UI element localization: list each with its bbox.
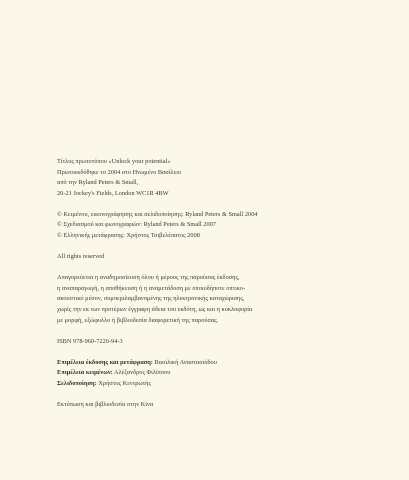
first-published-line: Πρωτοεκδόθηκε το 2004 στο Ηνωμένο Βασίλειο (57, 168, 182, 176)
copyright-text-line: © Κειμένου, εικονογράφησης και σελιδοποίησης: Ryland Peters & Small 2004 (57, 210, 258, 218)
credit-person: Αλέξανδρος Φιλίππου (112, 369, 171, 377)
credit-text-editing (57, 368, 387, 379)
credit-role: Επιμέλεια έκδοσης και μετάφραση: (57, 358, 153, 366)
isbn: ISBN 978-960-7220-94-3 (57, 337, 123, 345)
credit-person: Βασιλική Αναστασιάδου (152, 358, 217, 366)
copyright-page (57, 157, 387, 411)
credit-layout (57, 379, 387, 390)
prohibition-line: χωρίς την εκ των προτέρων έγγραφη άδεια του εκδότη, ως και η κυκλοφορία (57, 306, 253, 314)
credit-editing-translation (57, 358, 387, 369)
original-title-line: Τίτλος πρωτοτύπου «Unlock your potential» (57, 158, 171, 165)
prohibition-line: Απαγορεύεται η αναδημοσίευση όλου ή μέρους της παρούσας έκδοσης, (57, 274, 240, 282)
isbn-block (57, 337, 387, 348)
rights-block (57, 252, 387, 263)
prohibition-line: ακουστικό μέσον, συμπεριλαμβανομένης της ηλεκτρονικής καταχώρισης, (57, 295, 245, 303)
prohibition-line: με μορφή, εξώφυλλο ή βιβλιοδεσία διαφορετική της παρούσας. (57, 316, 219, 324)
copyright-translation-line: © Ελληνικής μετάφρασης: Χρήστος Τσιβελέπατος 2008 (57, 232, 200, 240)
publisher-line: από την Ryland Peters & Small, (57, 179, 139, 187)
original-title-block (57, 157, 387, 199)
rights-reserved: All rights reserved (57, 253, 105, 261)
printing-note: Εκτύπωση και βιβλιοδεσία στην Κίνα (57, 401, 154, 409)
prohibition-line: η αναπαραγωγή, η αποθήκευση ή η αναμετάδοση με οποιοδήποτε οπτικο- (57, 284, 246, 292)
credit-role: Σελιδοποίηση: (57, 380, 97, 387)
credit-role: Επιμέλεια κειμένων: (57, 369, 113, 377)
printing-block (57, 400, 387, 411)
copyright-block (57, 210, 387, 242)
credit-person: Χρήστος Κεντρωτής (96, 380, 151, 387)
copyright-design-line: © Σχεδιασμού και φωτογραφιών: Ryland Peters & Small 2007 (57, 221, 216, 229)
publisher-address-line: 20-21 Jockey's Fields, London WC1R 4BW (57, 189, 169, 197)
credits-block (57, 358, 387, 390)
prohibition-block (57, 273, 387, 326)
